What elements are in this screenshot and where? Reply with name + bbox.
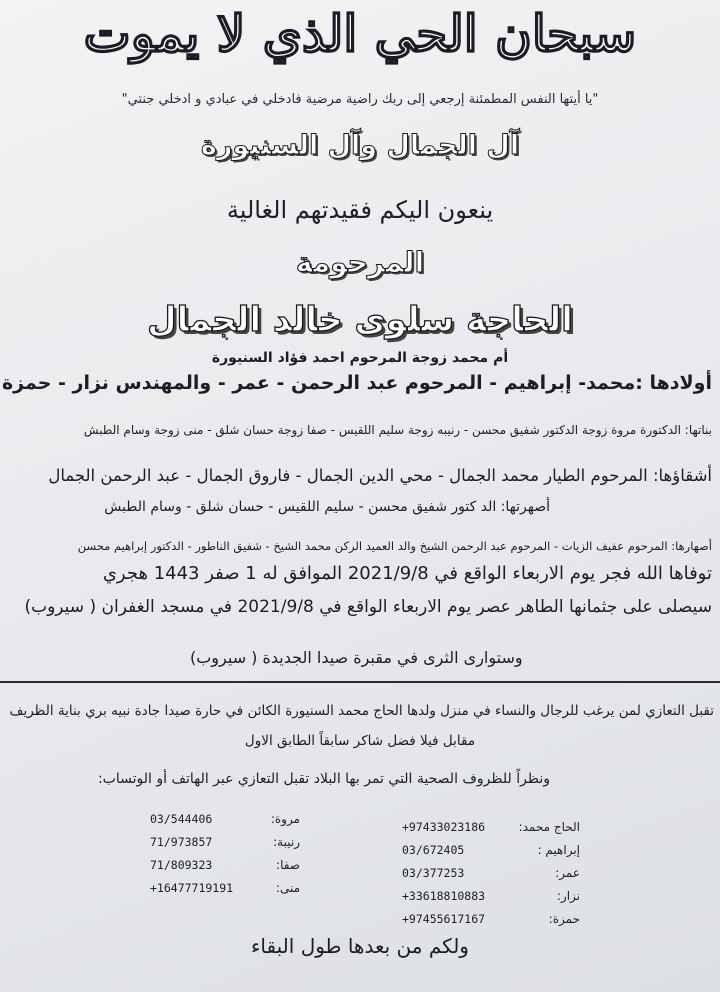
phone-number: 03/544406 xyxy=(150,812,213,826)
contact-name: مروة: xyxy=(270,812,300,826)
phone-number: +97433023186 xyxy=(402,820,486,834)
contact-name: عمر: xyxy=(555,866,580,880)
contacts-right-names xyxy=(500,816,580,931)
phone-number: 71/973857 xyxy=(150,835,213,849)
calligraphy-heading: سبحان الحي الذي لا يموت xyxy=(83,4,637,63)
phone-number: 03/377253 xyxy=(402,866,465,880)
contact-list xyxy=(0,808,720,928)
burial-line: وستوارى الثرى في مقبرة صيدا الجديدة ( سيروب) xyxy=(190,648,523,667)
contacts-left-names xyxy=(220,808,300,900)
sons-line: أولادها :محمد- إبراهيم - المرحوم عبد الرحمن - عمر - والمهندس نزار - حمزة xyxy=(1,372,712,394)
contact-name: منى: xyxy=(275,881,300,895)
late-label: المرحومة xyxy=(295,246,425,279)
death-date-line: توفاها الله فجر يوم الاربعاء الواقع في 2021/9/8 الموافق له 1 صفر 1443 هجري xyxy=(102,563,712,584)
contacts-right-numbers xyxy=(402,816,485,931)
phone-number: 03/672405 xyxy=(402,843,465,857)
condolence-line-1: تقبل التعازي لمن يرغب للرجال والنساء في منزل ولدها الحاج محمد السنيورة الكائن في حارة صيدا جادة نبيه بري بناية الظريف xyxy=(9,703,714,719)
mother-of-line: أم محمد زوجة المرحوم احمد فؤاد السنيورة xyxy=(211,350,509,366)
phone-number: +16477719191 xyxy=(150,881,234,895)
condolence-line-2: مقابل فيلا فضل شاكر سابقاً الطابق الاول xyxy=(244,733,476,749)
families-title: آل الجمال وآل السنيورة xyxy=(200,130,520,161)
contact-name: رنيبة: xyxy=(273,835,300,849)
divider xyxy=(0,681,720,683)
phone-number: 71/809323 xyxy=(150,858,213,872)
brothers-line: أشقاؤها: المرحوم الطيار محمد الجمال - محي الدين الجمال - فاروق الجمال - عبد الرحمن الجمال xyxy=(48,466,712,485)
sons-in-law-line: أصهرتها: الد كتور شفيق محسن - سليم اللقيس - حسان شلق - وسام الطبش xyxy=(104,499,550,515)
contact-name: إبراهيم : xyxy=(537,843,580,857)
closing-line: ولكم من بعدها طول البقاء xyxy=(251,934,469,958)
contact-name: حمزة: xyxy=(548,912,580,926)
contact-name: صفا: xyxy=(276,858,300,872)
phone-number: +97455617167 xyxy=(402,912,486,926)
phone-condolence-note: ونظراً للظروف الصحية التي تمر بها البلاد تقبل التعازي عبر الهاتف أو الوتساب: xyxy=(97,771,550,787)
in-laws-line: أصهارها: المرحوم عفيف الزيات - المرحوم عبد الرحمن الشيخ والد العميد الركن محمد الشيخ - شفيق الناطور - الدكتور إبراهيم محسن xyxy=(77,539,712,553)
phone-number: +33618810883 xyxy=(402,889,486,903)
funeral-prayer-line: سيصلى على جثمانها الطاهر عصر يوم الاربعاء الواقع في 2021/9/8 في مسجد الغفران ( سيروب) xyxy=(24,597,712,617)
quran-verse: "يا أيتها النفس المطمئنة إرجعي إلى ربك راضية مرضية فادخلي في عبادي و ادخلي جنتي" xyxy=(121,92,599,107)
mourning-line: ينعون اليكم فقيدتهم الغالية xyxy=(226,196,494,224)
daughters-line: بناتها: الدكتورة مروة زوجة الدكتور شفيق محسن - رنيبه زوجة سليم اللقيس - صفا زوجة حسان شلق - منى زوجة وسام الطبش xyxy=(83,423,712,437)
deceased-name: الحاجة سلوى خالد الجمال xyxy=(147,300,573,340)
contact-name: نزار: xyxy=(556,889,580,903)
contact-name: الحاج محمد: xyxy=(518,820,580,834)
